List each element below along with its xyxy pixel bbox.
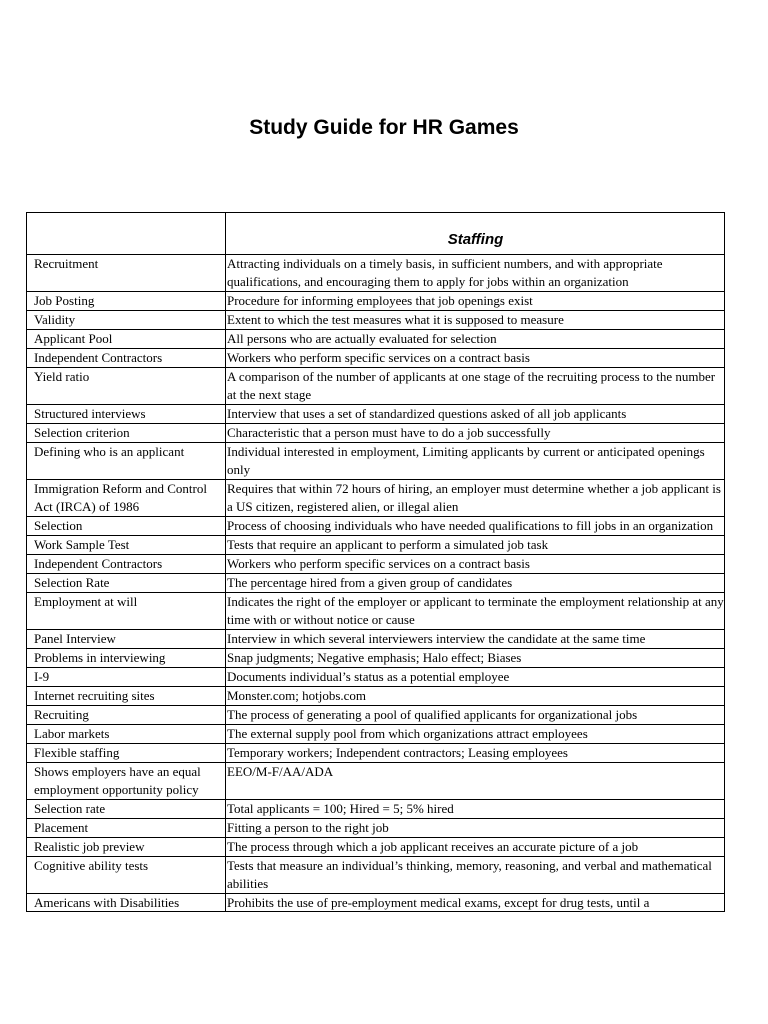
definition-cell [226,255,725,292]
term-text: Cognitive ability tests [34,858,149,873]
definition-text: Process of choosing individuals who have needed qualifications to fill jobs in an organization [227,518,714,533]
definition-text: Extent to which the test measures what it is supposed to measure [227,312,564,327]
definition-cell [226,536,725,555]
table-row [27,838,725,857]
term-cell [27,574,226,593]
table-row [27,311,725,330]
table-row [27,349,725,368]
table-row [27,330,725,349]
table-row [27,424,725,443]
term-cell [27,405,226,424]
definition-cell [226,857,725,894]
table-row [27,725,725,744]
term-cell [27,368,226,405]
term-text: Recruitment [34,256,99,271]
term-text: Problems in interviewing [34,650,166,665]
table-row [27,593,725,630]
table-row [27,763,725,800]
definition-cell [226,744,725,763]
definition-text: Prohibits the use of pre-employment medical exams, except for drug tests, until a [227,895,650,910]
term-text: Applicant Pool [34,331,113,346]
definition-cell [226,555,725,574]
section-title: Staffing [447,231,504,248]
definition-text: The process through which a job applicant receives an accurate picture of a job [227,839,639,854]
section-header-row [27,213,725,255]
definition-cell [226,349,725,368]
table-row [27,706,725,725]
header-empty-cell [27,213,226,255]
term-text: Flexible staffing [34,745,120,760]
term-text: Selection criterion [34,425,130,440]
term-text: Selection rate [34,801,106,816]
term-cell [27,255,226,292]
term-text: Shows employers have an equal employment opportunity policy [34,764,201,797]
term-text: Independent Contractors [34,556,163,571]
definition-text: Snap judgments; Negative emphasis; Halo effect; Biases [227,650,522,665]
study-guide-table [26,212,725,912]
term-text: Employment at will [34,594,138,609]
term-text: Job Posting [34,293,95,308]
definition-cell [226,405,725,424]
definition-text: Tests that measure an individual’s thinking, memory, reasoning, and verbal and mathematical abilities [227,858,712,891]
definition-text: All persons who are actually evaluated for selection [227,331,497,346]
term-text: Placement [34,820,89,835]
definition-text: A comparison of the number of applicants at one stage of the recruiting process to the number at the next stage [227,369,716,402]
term-cell [27,838,226,857]
term-text: Labor markets [34,726,110,741]
term-text: I-9 [34,669,50,684]
definition-text: Procedure for informing employees that job openings exist [227,293,533,308]
definition-cell [226,630,725,649]
table-row [27,517,725,536]
definition-text: Individual interested in employment, Limiting applicants by current or anticipated openings only [227,444,705,477]
term-text: Validity [34,312,76,327]
table-row [27,555,725,574]
definition-text: Interview that uses a set of standardized questions asked of all job applicants [227,406,627,421]
term-text: Independent Contractors [34,350,163,365]
term-cell [27,763,226,800]
term-text: Selection [34,518,83,533]
definition-cell [226,668,725,687]
definition-text: Tests that require an applicant to perform a simulated job task [227,537,549,552]
term-cell [27,857,226,894]
table-row [27,744,725,763]
term-cell [27,311,226,330]
table-row [27,687,725,706]
section-header-cell [226,213,725,255]
definition-text: Workers who perform specific services on a contract basis [227,556,530,571]
term-text: Americans with Disabilities [34,895,180,910]
definition-cell [226,725,725,744]
definition-cell [226,424,725,443]
term-cell [27,480,226,517]
definition-cell [226,368,725,405]
term-cell [27,630,226,649]
term-text: Selection Rate [34,575,110,590]
definition-text: Temporary workers; Independent contractors; Leasing employees [227,745,568,760]
definition-cell [226,649,725,668]
definition-cell [226,480,725,517]
term-text: Realistic job preview [34,839,145,854]
table-row [27,405,725,424]
term-text: Immigration Reform and Control Act (IRCA) of 1986 [34,481,207,514]
table-row [27,574,725,593]
term-text: Defining who is an applicant [34,444,185,459]
definition-text: The percentage hired from a given group of candidates [227,575,513,590]
definition-text: Interview in which several interviewers interview the candidate at the same time [227,631,646,646]
definition-text: Workers who perform specific services on a contract basis [227,350,530,365]
term-cell [27,555,226,574]
table-row [27,292,725,311]
term-text: Panel Interview [34,631,116,646]
definition-text: Requires that within 72 hours of hiring, an employer must determine whether a job applicant is a US citizen, registered alien, or illegal alien [227,481,721,514]
table-row [27,368,725,405]
term-cell [27,292,226,311]
page-title: Study Guide for HR Games [249,116,519,139]
definition-cell [226,593,725,630]
term-text: Yield ratio [34,369,90,384]
term-text: Recruiting [34,707,89,722]
term-text: Internet recruiting sites [34,688,155,703]
definition-cell [226,517,725,536]
definition-text: Fitting a person to the right job [227,820,389,835]
term-cell [27,536,226,555]
definition-cell [226,687,725,706]
definition-cell [226,894,725,912]
term-cell [27,668,226,687]
definition-cell [226,443,725,480]
definition-cell [226,330,725,349]
definition-cell [226,706,725,725]
term-cell [27,517,226,536]
term-cell [27,706,226,725]
definition-text: Monster.com; hotjobs.com [227,688,367,703]
definition-text: EEO/M-F/AA/ADA [227,764,334,779]
study-guide-table-body [27,213,725,912]
definition-text: The external supply pool from which organizations attract employees [227,726,588,741]
definition-cell [226,838,725,857]
term-cell [27,725,226,744]
table-row [27,668,725,687]
term-cell [27,349,226,368]
definition-text: Documents individual’s status as a potential employee [227,669,510,684]
definition-cell [226,819,725,838]
definition-cell [226,292,725,311]
term-cell [27,687,226,706]
definition-text: Characteristic that a person must have to do a job successfully [227,425,551,440]
term-cell [27,894,226,912]
table-row [27,857,725,894]
term-cell [27,819,226,838]
term-text: Work Sample Test [34,537,130,552]
term-cell [27,744,226,763]
term-cell [27,330,226,349]
definition-text: The process of generating a pool of qualified applicants for organizational jobs [227,707,638,722]
definition-text: Total applicants = 100; Hired = 5; 5% hired [227,801,454,816]
definition-cell [226,574,725,593]
term-cell [27,443,226,480]
table-row [27,536,725,555]
definition-text: Indicates the right of the employer or applicant to terminate the employment relationship at any time with or without notice or cause [227,594,724,627]
table-row [27,819,725,838]
definition-text: Attracting individuals on a timely basis, in sufficient numbers, and with appropriate qualifications, and encouraging them to apply for jobs within an organization [227,256,663,289]
table-row [27,630,725,649]
table-row [27,800,725,819]
table-row [27,255,725,292]
table-row [27,443,725,480]
term-cell [27,800,226,819]
term-text: Structured interviews [34,406,146,421]
definition-cell [226,800,725,819]
term-cell [27,424,226,443]
table-row [27,480,725,517]
term-cell [27,593,226,630]
table-row [27,649,725,668]
table-row [27,894,725,912]
definition-cell [226,311,725,330]
term-cell [27,649,226,668]
definition-cell [226,763,725,800]
